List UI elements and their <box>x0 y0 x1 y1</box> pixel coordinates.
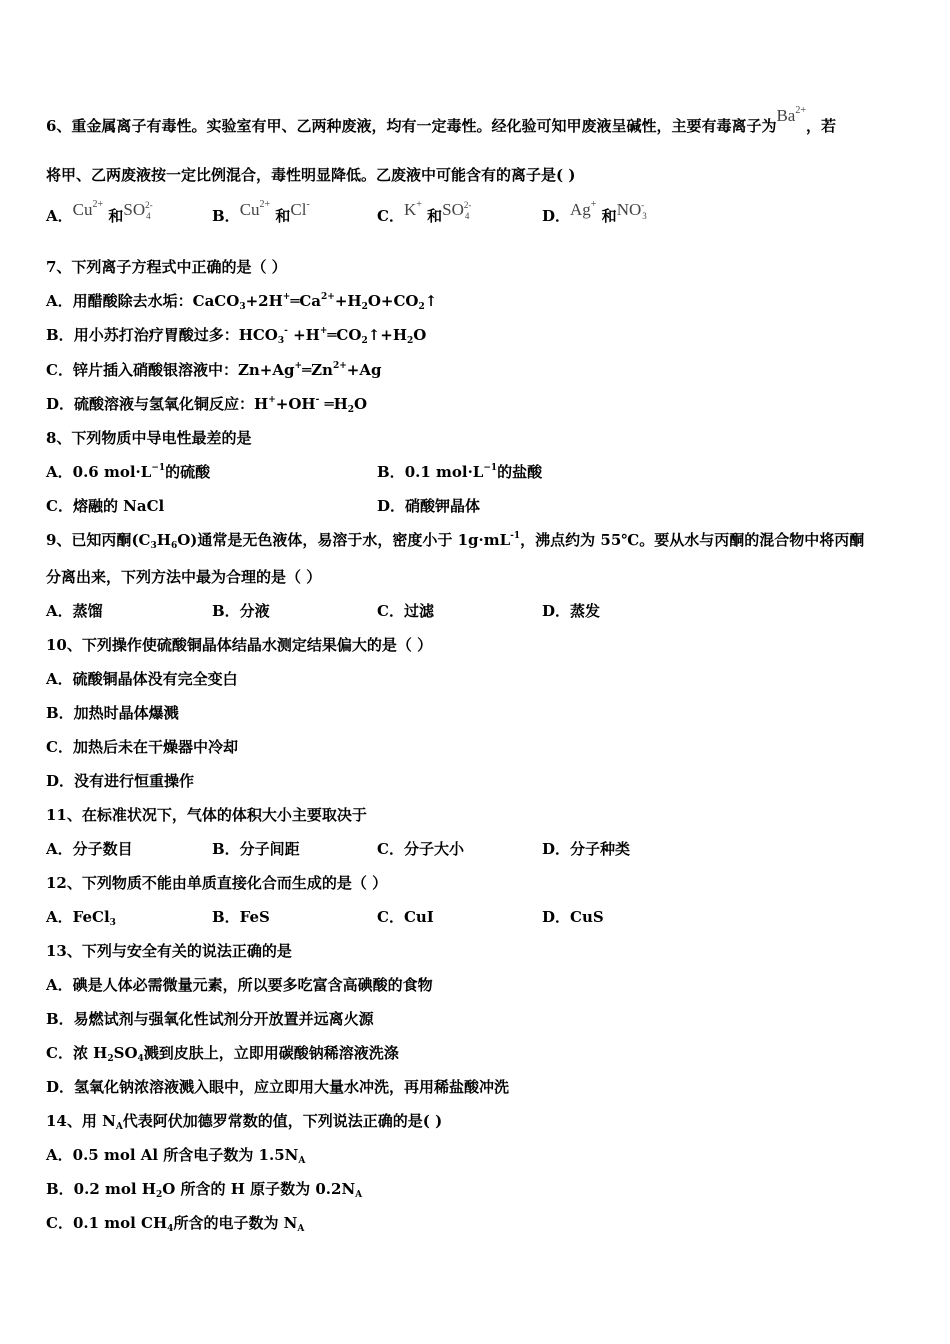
q6-stem-line2: 将甲、乙两废液按一定比例混合，毒性明显降低。乙废液中可能含有的离子是( ) <box>46 166 576 184</box>
q10-option-a: A．硫酸铜晶体没有完全变白 <box>46 670 238 688</box>
q6-stem-line1 <box>46 105 836 136</box>
q7-option-d: D．硫酸溶液与氢氧化铜反应：H++OH- $═H_2O$ <box>46 395 368 415</box>
q11-option-d: D．分子种类 <box>542 840 631 858</box>
q8-option-c: C．熔融的 NaCl <box>46 497 165 515</box>
q14-option-b: B．0.2 mol $H_2O$ 所含的 H 原子数为 $0.2N_A$ <box>46 1180 363 1200</box>
ba-ion: $Ba^{2+}$ <box>776 105 806 125</box>
q12-stem: 12、下列物质不能由单质直接化合而生成的是（ ） <box>46 874 388 892</box>
q8-option-a: A．0.6 $mol\cdot L^{-1}$的硫酸 <box>46 463 211 481</box>
q11-option-b: B．分子间距 <box>212 840 300 858</box>
q13-option-b: B．易燃试剂与强氧化性试剂分开放置并远离火源 <box>46 1010 374 1028</box>
q14-option-a: A．0.5 mol Al 所含电子数为 $1.5N_A$ <box>46 1146 306 1166</box>
q12-option-b: B．FeS <box>212 908 270 926</box>
q6-stem-text: 6、重金属离子有毒性。实验室有甲、乙两种废液，均有一定毒性。经化验可知甲废液呈碱性，主要有毒离子为 <box>46 117 777 135</box>
q7-option-b: B．用小苏打治疗胃酸过多：$HCO_3^-$ $+H^+═CO_2↑+H_2O$ <box>46 326 427 346</box>
q10-option-c: C．加热后未在干燥器中冷却 <box>46 738 238 756</box>
q9-option-c: C．过滤 <box>377 602 434 620</box>
q12-option-a: A．FeCl$_3$ <box>46 908 116 928</box>
q8-option-d: D．硝酸钾晶体 <box>377 497 481 515</box>
q6-option-d: D．Ag+ 和NO - 3 <box>542 199 647 225</box>
q6-option-a: A．$Cu^{2+}$ 和SO 2- 4 <box>46 199 153 225</box>
q13-option-a: A．碘是人体必需微量元素，所以要多吃富含高碘酸的食物 <box>46 976 433 994</box>
q12-option-c: C．CuI <box>377 908 434 926</box>
q11-stem: 11、在标准状况下，气体的体积大小主要取决于 <box>46 806 367 824</box>
q8-stem: 8、下列物质中导电性最差的是 <box>46 429 252 447</box>
q9-stem-line2: 分离出来，下列方法中最为合理的是（ ） <box>46 568 322 586</box>
q7-option-a: A．用醋酸除去水垢：$CaCO_3+2H^+═Ca^{2+}+H_2O+CO_2↑$ <box>46 292 438 312</box>
q9-option-d: D．蒸发 <box>542 602 601 620</box>
q9-stem-line1: 9、已知丙酮$(C_3H_6O)$通常是无色液体，易溶于水，密度小于 $1g\cdot mL^{-1}$，沸点约为 55℃。要从水与丙酮的混合物中将丙酮 <box>46 531 865 551</box>
q7-option-c: C．锌片插入硝酸银溶液中：$Zn+Ag^+═Zn^{2+}+Ag$ <box>46 361 382 379</box>
q11-option-c: C．分子大小 <box>377 840 464 858</box>
q10-stem: 10、下列操作使硫酸铜晶体结晶水测定结果偏大的是（ ） <box>46 636 433 654</box>
q13-option-d: D．氢氧化钠浓溶液溅入眼中，应立即用大量水冲洗，再用稀盐酸冲洗 <box>46 1078 510 1096</box>
q12-option-d: D．CuS <box>542 908 604 926</box>
q6-stem-tail: ，若 <box>805 117 836 135</box>
q13-option-c: C．浓 $H_2SO_4$溅到皮肤上，立即用碳酸钠稀溶液洗涤 <box>46 1044 399 1064</box>
q9-option-b: B．分液 <box>212 602 270 620</box>
q9-option-a: A．蒸馏 <box>46 602 103 620</box>
q10-option-d: D．没有进行恒重操作 <box>46 772 195 790</box>
q6-option-c: C．K+ 和SO 2- 4 <box>377 199 472 225</box>
q14-option-c: C．0.1 mol $CH_4$所含的电子数为 $N_A$ <box>46 1214 305 1234</box>
q8-option-b: B．0.1 $mol\cdot L^{-1}$的盐酸 <box>377 463 543 481</box>
q14-stem: 14、用 $N_A$代表阿伏加德罗常数的值，下列说法正确的是( ) <box>46 1112 443 1132</box>
q13-stem: 13、下列与安全有关的说法正确的是 <box>46 942 292 960</box>
q10-option-b: B．加热时晶体爆溅 <box>46 704 179 722</box>
q11-option-a: A．分子数目 <box>46 840 133 858</box>
q7-stem: 7、下列离子方程式中正确的是（ ） <box>46 258 287 276</box>
q6-option-b: B．$Cu^{2+}$ 和Cl- <box>212 199 310 225</box>
